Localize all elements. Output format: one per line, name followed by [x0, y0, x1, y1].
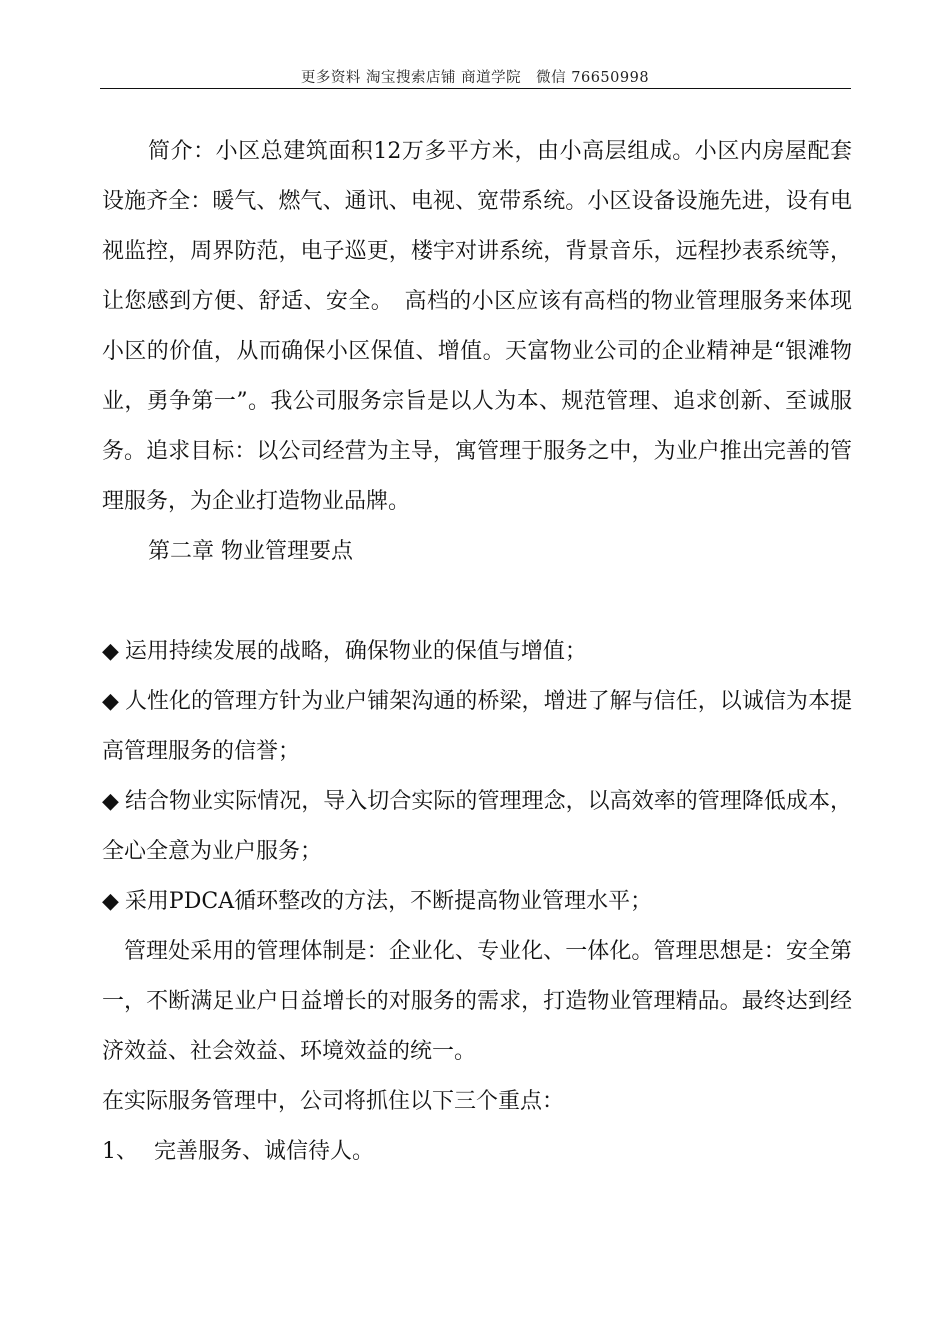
page-header: 更多资料 淘宝搜索店铺 商道学院 微信 76650998	[300, 70, 650, 86]
bullet-text: 运用持续发展的战略，确保物业的保值与增值；	[124, 639, 587, 664]
blank-line	[102, 577, 852, 627]
bullet-text: 采用PDCA循环整改的方法，不断提高物业管理水平；	[124, 889, 653, 914]
intro-paragraph: 简介：小区总建筑面积12万多平方米，由小高层组成。小区内房屋配套设施齐全：暖气、燃气、通讯、电视、宽带系统。小区设备设施先进，设有电视监控，周界防范，电子巡更，楼宇对讲系统，背景音乐，远程抄表系统等，让您感到方便、舒适、安全。 高档的小区应该有高档的物业管理服务来体现小区的价值，从而确保小区保值、增值。天富物业公司的企业精神是“银滩物业，勇争第一”。我公司服务宗旨是以人为本、规范管理、追求创新、至诚服务。追求目标：以公司经营为主导，寓管理于服务之中，为业户推出完善的管理服务，为企业打造物业品牌。	[102, 139, 852, 514]
diamond-bullet-icon: ◆	[102, 889, 119, 914]
chapter-title: 第二章 物业管理要点	[148, 539, 353, 564]
diamond-bullet-icon: ◆	[102, 689, 119, 714]
bullet-item	[102, 877, 852, 927]
bullet-text: 结合物业实际情况，导入切合实际的管理理念，以高效率的管理降低成本，全心全意为业户服务；	[102, 789, 852, 864]
management-paragraph: 管理处采用的管理体制是：企业化、专业化、一体化。管理思想是：安全第一，不断满足业户日益增长的对服务的需求，打造物业管理精品。最终达到经济效益、社会效益、环境效益的统一。	[102, 939, 852, 1064]
diamond-bullet-icon: ◆	[102, 789, 119, 814]
header-divider	[100, 88, 851, 89]
bullet-item	[102, 627, 852, 677]
focus-intro-line: 在实际服务管理中，公司将抓住以下三个重点：	[102, 1089, 565, 1114]
document-body	[102, 127, 852, 1177]
focus-item	[102, 1127, 852, 1177]
bullet-item	[102, 777, 852, 877]
diamond-bullet-icon: ◆	[102, 639, 119, 664]
bullet-text: 人性化的管理方针为业户铺架沟通的桥梁，增进了解与信任，以诚信为本提高管理服务的信誉；	[102, 689, 852, 764]
bullet-item	[102, 677, 852, 777]
focus-item-number: 1、	[102, 1139, 138, 1164]
focus-item-text: 完善服务、诚信待人。	[154, 1139, 375, 1164]
